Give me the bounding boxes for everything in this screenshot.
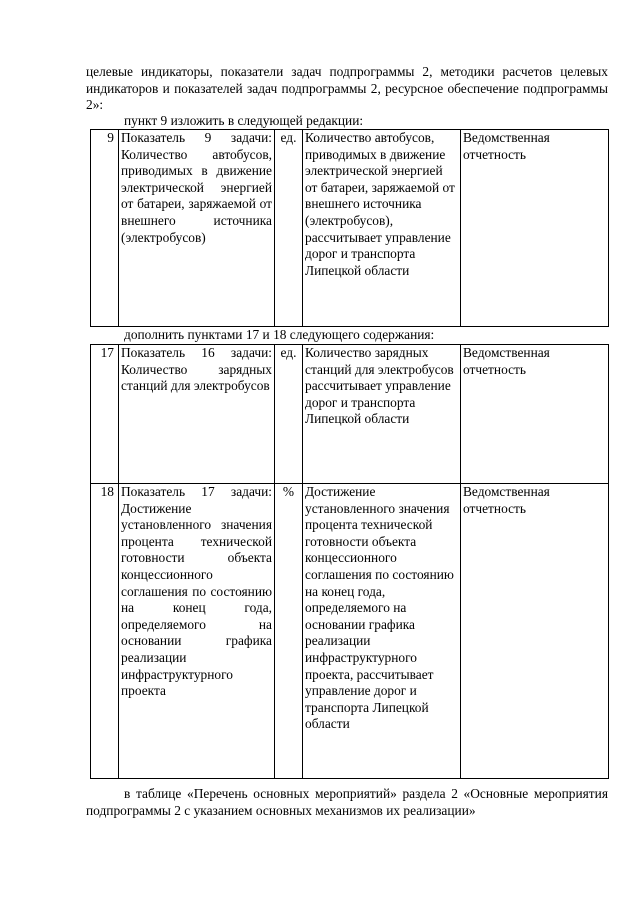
add-intro: дополнить пунктами 17 и 18 следующего содержания:	[124, 327, 435, 342]
outro-paragraph: в таблице «Перечень основных мероприятий» раздела 2 «Основные мероприятия подпрограммы 2 с указанием основных механизмов их реализации»	[86, 786, 608, 818]
point9-intro: пункт 9 изложить в следующей редакции:	[124, 113, 364, 128]
row17-number: 17	[91, 345, 119, 484]
row17-unit: ед.	[275, 345, 303, 484]
table-row	[91, 345, 609, 484]
row18-source: Ведомственная отчетность	[461, 484, 609, 779]
row9-number: 9	[91, 130, 119, 327]
row17-indicator: Показатель 16 задачи: Количество зарядных станций для электробусов	[119, 345, 275, 484]
row17-source: Ведомственная отчетность	[461, 345, 609, 484]
row18-unit: %	[275, 484, 303, 779]
row9-unit: ед.	[275, 130, 303, 327]
row18-number: 18	[91, 484, 119, 779]
table-row	[91, 130, 609, 327]
row18-indicator: Показатель 17 задачи: Достижение установленного значения процента технической готовности объекта концессионного соглашения по состоянию на конец года, определяемого на основании графика реализации инфраструктурного проекта	[119, 484, 275, 779]
table-row	[91, 484, 609, 779]
intro-paragraph: целевые индикаторы, показатели задач подпрограммы 2, методики расчетов целевых индикаторов и показателей задач подпрограммы 2, ресурсное обеспечение подпрограммы 2»:	[86, 64, 608, 113]
row9-indicator: Показатель 9 задачи: Количество автобусов, приводимых в движение электрической энергией от батареи, заряжаемой от внешнего источника (электробусов)	[119, 130, 275, 327]
row9-source: Ведомственная отчетность	[461, 130, 609, 327]
row18-method: Достижение установленного значения процента технической готовности объекта концессионного соглашения по состоянию на конец года, определяемого на основании графика реализации инфраструктурного проекта, рассчитывает управление дорог и транспорта Липецкой области	[303, 484, 461, 779]
table-points-17-18	[90, 344, 609, 779]
row9-method: Количество автобусов, приводимых в движение электрической энергией от батареи, заряжаемой от внешнего источника (электробусов), рассчитывает управление дорог и транспорта Липецкой области	[303, 130, 461, 327]
table-point9	[90, 129, 609, 327]
row17-method: Количество зарядных станций для электробусов рассчитывает управление дорог и транспорта Липецкой области	[303, 345, 461, 484]
